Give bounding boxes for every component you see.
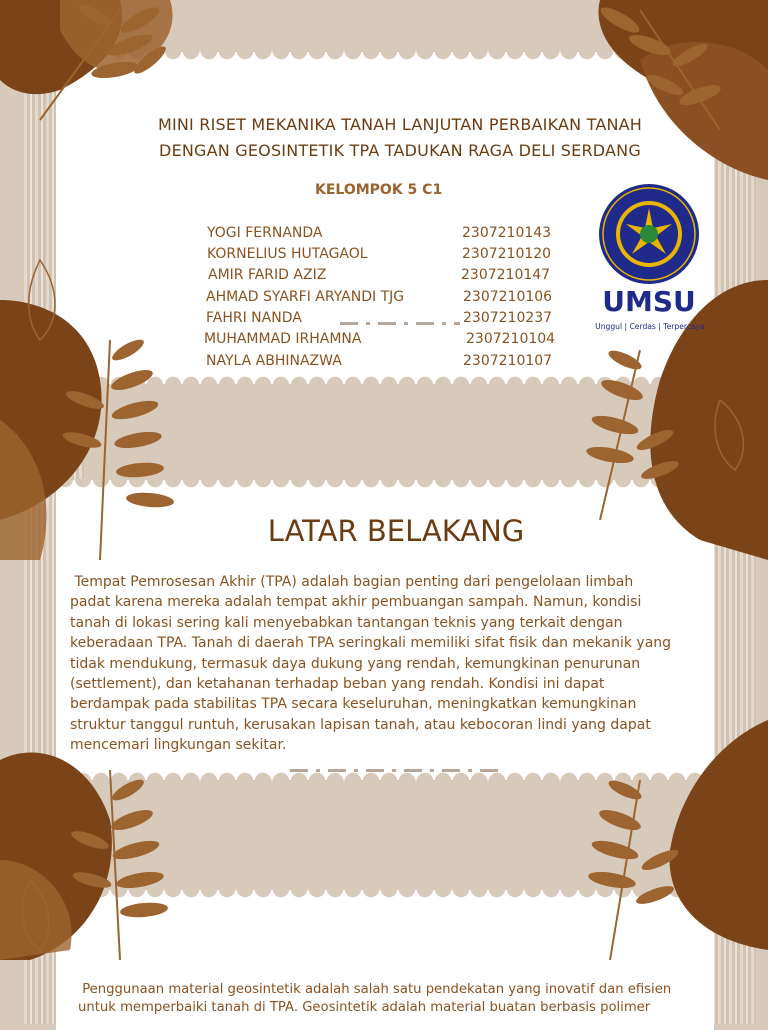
- member-name: AHMAD SYARFI ARYANDI TJG: [206, 289, 405, 305]
- logo-wordmark: UMSU: [602, 285, 696, 318]
- paragraph-line: (settlement), dan ketahanan terhadap beban yang rendah. Kondisi ini dapat: [70, 676, 605, 693]
- paragraph-line: keberadaan TPA. Tanah di daerah TPA seringkali memiliki sifat fisik dan mekanik yang: [70, 635, 672, 652]
- paragraph-line: mencemari lingkungan sekitar.: [70, 737, 287, 754]
- paragraph-line: Tempat Pemrosesan Akhir (TPA) adalah bagian penting dari pengelolaan limbah: [70, 574, 634, 590]
- paragraph-line: untuk memperbaiki tanah di TPA. Geosintetik adalah material buatan berbasis polimer: [78, 1000, 651, 1015]
- logo-tagline: Unggul | Cerdas | Terpercaya: [595, 322, 705, 331]
- section-heading: LATAR BELAKANG: [267, 514, 525, 548]
- member-id: 2307210237: [463, 310, 553, 326]
- member-name: NAYLA ABHINAZWA: [206, 353, 342, 369]
- member-id: 2307210143: [462, 225, 552, 241]
- member-id: 2307210104: [466, 331, 556, 347]
- title-line-2: DENGAN GEOSINTETIK TPA TADUKAN RAGA DELI SERDANG: [159, 141, 641, 160]
- umsu-logo: [594, 184, 706, 334]
- member-id: 2307210107: [463, 353, 553, 369]
- divider-top: [340, 322, 460, 325]
- member-name: MUHAMMAD IRHAMNA: [204, 331, 362, 347]
- paragraph-line: tidak mendukung, termasuk daya dukung yang rendah, kemungkinan penurunan: [70, 655, 641, 672]
- paragraph-1: [70, 572, 671, 756]
- member-name: FAHRI NANDA: [206, 310, 302, 326]
- paragraph-line: berdampak pada stabilitas TPA secara keseluruhan, meningkatkan kemungkinan: [70, 696, 637, 713]
- paragraph-line: tanah di lokasi sering kali menyebabkan tantangan teknis yang terkait dengan: [70, 614, 623, 631]
- member-id: 2307210106: [463, 289, 553, 305]
- member-id: 2307210120: [462, 246, 552, 262]
- member-name: YOGI FERNANDA: [207, 225, 323, 241]
- member-name: AMIR FARID AZIZ: [208, 267, 327, 283]
- member-id: 2307210147: [461, 267, 551, 283]
- group-label: KELOMPOK 5 C1: [315, 182, 443, 198]
- paragraph-line: struktur tanggul runtuh, kerusakan lapisan tanah, atau kebocoran lindi yang dapat: [70, 716, 651, 733]
- divider-middle: [290, 769, 500, 772]
- page-title: [100, 112, 700, 164]
- paragraph-line: Penggunaan material geosintetik adalah salah satu pendekatan yang inovatif dan efisien: [78, 982, 672, 997]
- paragraph-2: [78, 981, 671, 1017]
- title-line-1: MINI RISET MEKANIKA TANAH LANJUTAN PERBAIKAN TANAH: [157, 115, 643, 134]
- member-name: KORNELIUS HUTAGAOL: [207, 246, 368, 262]
- paragraph-line: padat karena mereka adalah tempat akhir pembuangan sampah. Namun, kondisi: [70, 594, 642, 611]
